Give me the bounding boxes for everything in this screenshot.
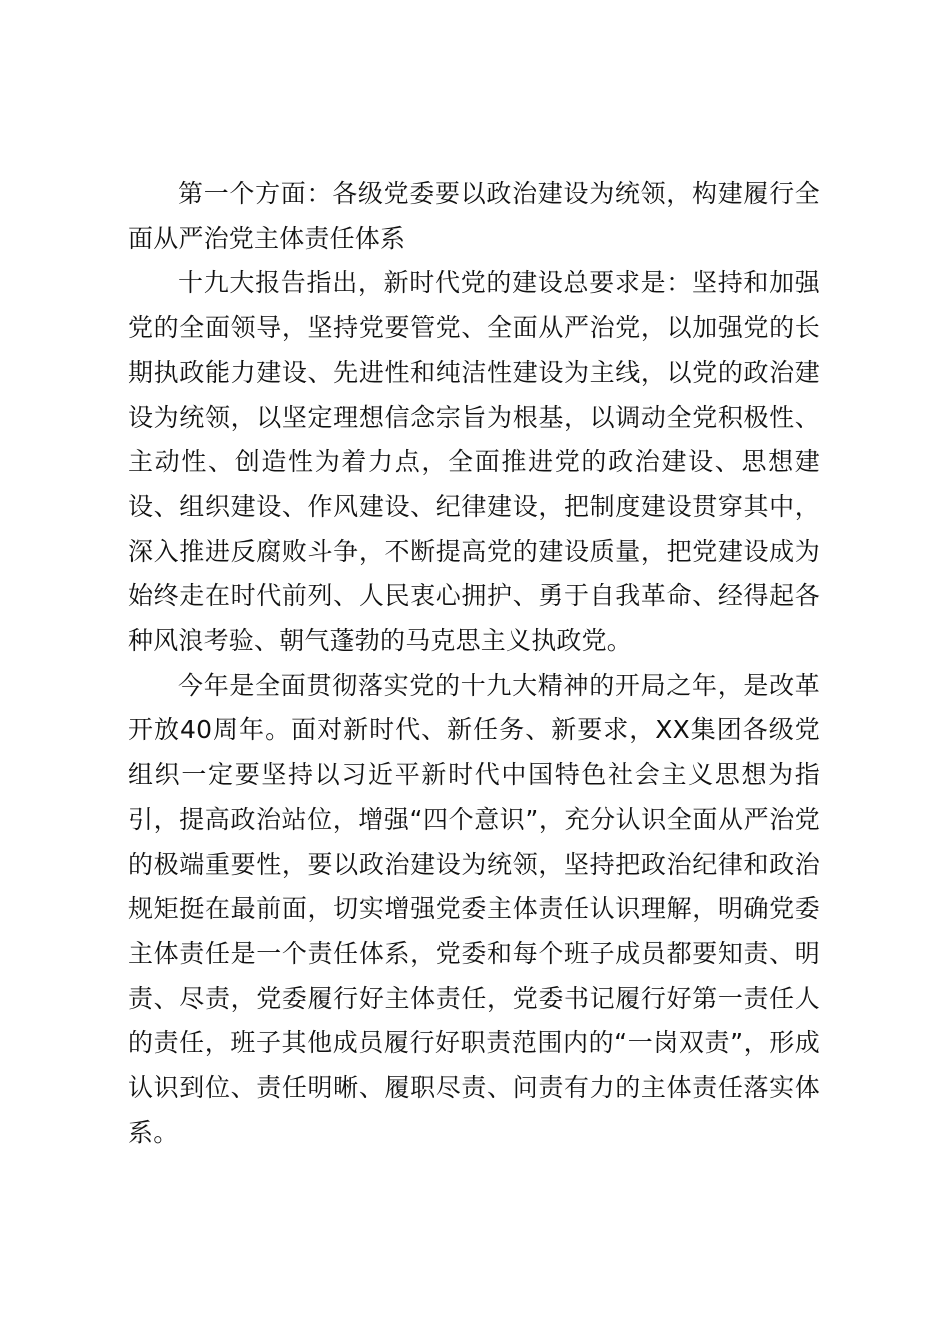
body-paragraph-1: 十九大报告指出，新时代党的建设总要求是：坚持和加强党的全面领导，坚持党要管党、全面从严治党，以加强党的长期执政能力建设、先进性和纯洁性建设为主线，以党的政治建设为统领，以坚定理想信念宗旨为根基，以调动全党积极性、主动性、创造性为着力点，全面推进党的政治建设、思想建设、组织建设、作风建设、纪律建设，把制度建设贯穿其中，深入推进反腐败斗争，不断提高党的建设质量，把党建设成为始终走在时代前列、人民衷心拥护、勇于自我革命、经得起各种风浪考验、朝气蓬勃的马克思主义执政党。 xyxy=(128,268,820,656)
body-paragraph-2: 今年是全面贯彻落实党的十九大精神的开局之年，是改革开放40周年。面对新时代、新任务、新要求，XX集团各级党组织一定要坚持以习近平新时代中国特色社会主义思想为指引，提高政治站位，增强“四个意识”，充分认识全面从严治党的极端重要性，要以政治建设为统领，坚持把政治纪律和政治规矩挺在最前面，切实增强党委主体责任认识理解，明确党委主体责任是一个责任体系，党委和每个班子成员都要知责、明责、尽责，党委履行好主体责任，党委书记履行好第一责任人的责任，班子其他成员履行好职责范围内的“一岗双责”，形成认识到位、责任明晰、履职尽责、问责有力的主体责任落实体系。 xyxy=(128,670,820,1147)
section-heading: 第一个方面：各级党委要以政治建设为统领，构建履行全面从严治党主体责任体系 xyxy=(128,179,820,253)
document-body xyxy=(128,172,820,1155)
